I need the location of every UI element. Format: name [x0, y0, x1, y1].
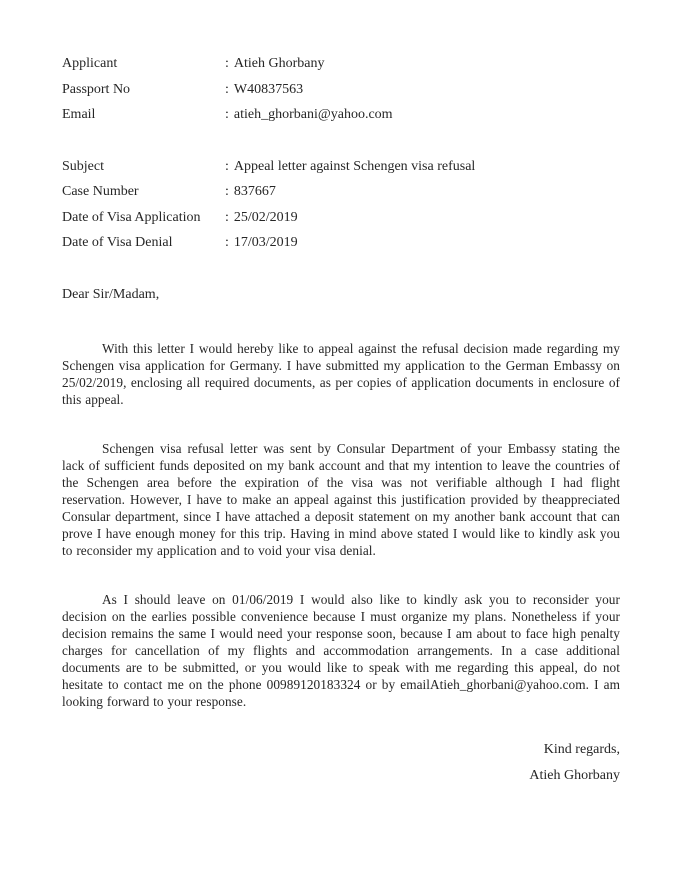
- valediction: Kind regards,: [543, 741, 620, 757]
- field-label-case-number: Case Number: [62, 184, 139, 199]
- field-row-visa-application-date: [62, 205, 620, 231]
- field-row-passport-no: [62, 77, 620, 103]
- field-row-visa-denial-date: [62, 230, 620, 256]
- field-row-email: [62, 102, 620, 128]
- field-value-visa-denial-date: 17/03/2019: [233, 235, 298, 250]
- field-separator: :: [225, 184, 229, 199]
- field-row-case-number: [62, 179, 620, 205]
- field-value-applicant: Atieh Ghorbany: [233, 56, 325, 71]
- field-label-passport-no: Passport No: [62, 81, 131, 97]
- field-separator: :: [225, 235, 229, 250]
- subject-info-block: [62, 154, 620, 256]
- field-value-email: atieh_ghorbani@yahoo.com: [233, 107, 393, 122]
- field-separator: :: [225, 107, 229, 122]
- field-label-email: Email: [62, 107, 96, 122]
- body-paragraph-2: Schengen visa refusal letter was sent by Consular Department of your Embassy stating the lack of sufficient funds deposited on my bank account and that my intention to leave the countries of the Schengen area before the expiration of the visa was not verifiable although I had flight reservation. However, I have to make an appeal against this justification provided by theappreciated Consular department, since I have attached a deposit statement on my another bank account that can prove I have enough money for this trip. Having in mind above stated I would like to kindly ask you to reconsider my application and to void your visa denial.: [62, 440, 620, 558]
- field-separator: :: [225, 81, 229, 97]
- field-label-applicant: Applicant: [62, 56, 118, 71]
- field-value-visa-application-date: 25/02/2019: [233, 209, 298, 225]
- field-row-applicant: [62, 51, 620, 77]
- field-value-subject: Appeal letter against Schengen visa refusal: [233, 158, 476, 174]
- applicant-info-block: [62, 51, 620, 128]
- body-paragraph-1: With this letter I would hereby like to appeal against the refusal decision made regarding my Schengen visa application for Germany. I have submitted my application to the German Embassy on 25/02/2019, enclosing all required documents, as per copies of application documents in enclosure of this appeal.: [62, 340, 620, 407]
- field-row-subject: [62, 154, 620, 180]
- field-separator: :: [225, 56, 229, 71]
- field-value-case-number: 837667: [233, 184, 276, 199]
- body-paragraph-3: As I should leave on 01/06/2019 I would also like to kindly ask you to reconsider your decision on the earlies possible convenience because I must organize my plans. Nonetheless if your decision remains the same I would need your response soon, because I am about to face high penalty charges for cancellation of my flights and accommodation arrangements. In a case additional documents are to be submitted, or you would like to speak with me regarding this appeal, do not hesitate to contact me on the phone 00989120183324 or by emailAtieh_ghorbani@yahoo.com. I am looking forward to your response.: [62, 591, 620, 709]
- field-label-subject: Subject: [62, 158, 104, 174]
- field-label-visa-denial-date: Date of Visa Denial: [62, 235, 173, 250]
- field-label-visa-application-date: Date of Visa Application: [62, 209, 201, 225]
- salutation: Dear Sir/Madam,: [62, 286, 160, 302]
- field-separator: :: [225, 158, 229, 174]
- signature-name: Atieh Ghorbany: [529, 767, 620, 783]
- closing-block: [62, 737, 620, 789]
- field-value-passport-no: W40837563: [233, 81, 304, 97]
- field-separator: :: [225, 209, 229, 225]
